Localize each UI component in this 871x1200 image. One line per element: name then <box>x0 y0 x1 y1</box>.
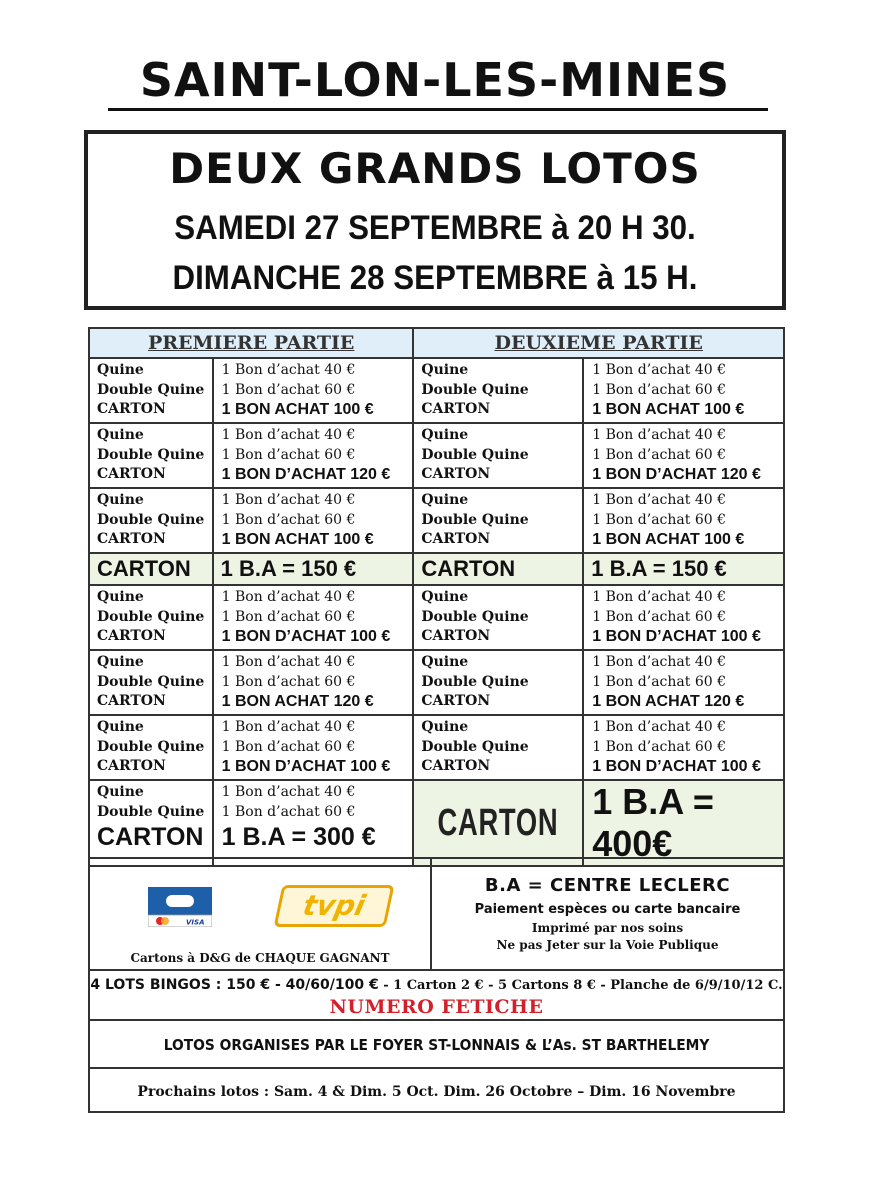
payment-methods-text: Paiement espèces ou carte bancaire <box>474 902 741 917</box>
date-saturday: SAMEDI 27 SEPTEMBRE à 20 H 30. <box>174 209 696 247</box>
bonus-prize-label: 1 B.A = 150 € <box>591 556 727 581</box>
prize-text: 1 Bon d’achat 40 € <box>592 654 726 670</box>
prize-text: 1 Bon d’achat 40 € <box>221 784 356 800</box>
next-lotos-row <box>89 1068 784 1112</box>
game-names-cell <box>413 423 583 488</box>
table-header-row <box>89 328 784 358</box>
prize-text: 1 BON ACHAT 100 € <box>592 531 745 548</box>
game-names-cell <box>413 358 583 423</box>
game-names-cell <box>89 423 213 488</box>
game-name: Double Quine <box>97 446 205 463</box>
prizes-cell <box>583 585 784 650</box>
bonus-game-cell <box>89 553 213 585</box>
bonus-prize-cell <box>213 553 414 585</box>
game-name: Quine <box>97 362 144 378</box>
cb-card-icon <box>148 887 212 927</box>
prize-text: 1 BON D’ACHAT 100 € <box>221 628 391 645</box>
game-name: Quine <box>421 427 469 443</box>
game-name: Quine <box>97 589 144 605</box>
game-name: Quine <box>97 784 144 800</box>
table-row <box>89 650 784 715</box>
prize-text: 1 Bon d’achat 40 € <box>592 492 726 508</box>
game-name: Quine <box>421 654 469 670</box>
prizes-cell <box>213 650 414 715</box>
prize-text: 1 BON D’ACHAT 100 € <box>592 758 761 775</box>
bonus-prize-cell <box>583 553 784 585</box>
game-name: Quine <box>97 719 144 735</box>
prize-text: 1 BON ACHAT 120 € <box>592 693 745 710</box>
bonus-game-label: CARTON <box>97 556 191 581</box>
prizes-cell <box>583 650 784 715</box>
prizes-cell <box>213 488 414 553</box>
final-right-game-cell <box>413 780 583 866</box>
prize-table <box>88 327 785 867</box>
prize-text: 1 Bon d’achat 60 € <box>221 673 356 690</box>
prize-text: 1 BON D’ACHAT 100 € <box>592 628 761 645</box>
part2-title: DEUXIEME PARTIE <box>494 332 703 354</box>
numero-fetiche: NUMERO FETICHE <box>329 996 544 1018</box>
bingo-row <box>89 970 784 1020</box>
prizes-cell <box>583 488 784 553</box>
prizes-cell <box>583 715 784 780</box>
prize-text: 1 BON ACHAT 100 € <box>221 531 374 548</box>
game-name: Double Quine <box>97 738 205 755</box>
prize-text: 1 Bon d’achat 40 € <box>221 362 356 378</box>
prizes-cell <box>213 715 414 780</box>
game-name: Double Quine <box>97 803 205 820</box>
game-name: CARTON <box>421 758 491 774</box>
bonus-prize-label: 1 B.A = 150 € <box>220 556 357 581</box>
bonus-row <box>89 553 784 585</box>
prize-text: 1 Bon d’achat 40 € <box>221 654 356 670</box>
bonus-game-label: CARTON <box>421 556 516 581</box>
prize-text: 1 Bon d’achat 60 € <box>592 511 726 528</box>
game-name: CARTON <box>421 466 491 482</box>
organizers-row <box>89 1020 784 1068</box>
game-name: Quine <box>421 719 469 735</box>
final-left-games-cell <box>89 780 213 866</box>
payment-logos-cell <box>89 858 431 970</box>
game-name: CARTON <box>97 466 166 482</box>
headline-box <box>84 130 786 310</box>
prize-text: 1 Bon d’achat 60 € <box>592 673 726 690</box>
prize-text: 1 BON ACHAT 100 € <box>592 401 745 418</box>
table-row <box>89 715 784 780</box>
info-table <box>88 857 785 1113</box>
prizes-cell <box>583 423 784 488</box>
game-name: CARTON <box>97 628 166 644</box>
game-name: Quine <box>97 492 144 508</box>
winner-note: Cartons à D&G de CHAQUE GAGNANT <box>130 951 390 965</box>
game-name: CARTON <box>97 401 166 417</box>
game-name: CARTON <box>421 401 491 417</box>
game-name: Quine <box>97 427 144 443</box>
svg-text:VISA: VISA <box>186 918 205 927</box>
table-row <box>89 488 784 553</box>
final-left-prizes-cell <box>213 780 414 866</box>
prize-text: 1 BON D’ACHAT 120 € <box>221 466 391 483</box>
prize-text: 1 Bon d’achat 40 € <box>592 589 726 605</box>
game-name: Double Quine <box>421 446 529 463</box>
prizes-cell <box>213 358 414 423</box>
prize-text: 1 Bon d’achat 60 € <box>592 608 726 625</box>
prize-text: 1 Bon d’achat 60 € <box>221 803 356 820</box>
prize-text: 1 Bon d’achat 60 € <box>592 446 726 463</box>
game-names-cell <box>89 585 213 650</box>
game-name: CARTON <box>421 531 491 547</box>
game-name: Quine <box>421 492 469 508</box>
prize-text: 1 Bon d’achat 60 € <box>221 608 356 625</box>
leclerc-cell <box>431 858 784 970</box>
prize-text: 1 Bon d’achat 40 € <box>592 719 726 735</box>
no-litter-text: Ne pas Jeter sur la Voie Publique <box>496 938 719 952</box>
game-names-cell <box>89 650 213 715</box>
bingo-details-text: - 1 Carton 2 € - 5 Cartons 8 € - Planche de 6/9/10/12 C. <box>378 978 783 993</box>
organizers-cell <box>89 1020 784 1068</box>
prize-text: 1 BON D’ACHAT 120 € <box>592 466 761 483</box>
game-name: Quine <box>421 362 469 378</box>
final-carton-label: CARTON <box>437 801 559 844</box>
prizes-cell <box>583 358 784 423</box>
table-row <box>89 423 784 488</box>
organizers-text: LOTOS ORGANISES PAR LE FOYER ST-LONNAIS & L’As. ST BARTHELEMY <box>163 1035 710 1054</box>
tvpi-logo <box>274 885 395 927</box>
ba-center-text: B.A = CENTRE LECLERC <box>484 875 731 896</box>
printed-text: Imprimé par nos soins <box>531 921 684 935</box>
next-lotos-text: Prochains lotos : Sam. 4 & Dim. 5 Oct. Dim. 26 Octobre – Dim. 16 Novembre <box>137 1083 736 1100</box>
payment-row <box>89 858 784 970</box>
table-row <box>89 358 784 423</box>
game-name: Quine <box>97 654 144 670</box>
game-names-cell <box>413 488 583 553</box>
prize-text: 1 B.A = 300 € <box>221 823 376 851</box>
prizes-cell <box>213 423 414 488</box>
game-name: CARTON <box>97 823 204 851</box>
prize-text: 1 Bon d’achat 60 € <box>221 446 356 463</box>
prize-text: 1 Bon d’achat 60 € <box>221 738 356 755</box>
part1-title: PREMIERE PARTIE <box>147 332 355 354</box>
game-names-cell <box>413 650 583 715</box>
prize-text: 1 BON ACHAT 120 € <box>221 693 374 710</box>
game-name: CARTON <box>421 628 491 644</box>
prize-text: 1 Bon d’achat 40 € <box>221 589 356 605</box>
prize-text: 1 Bon d’achat 60 € <box>592 381 726 398</box>
date-sunday: DIMANCHE 28 SEPTEMBRE à 15 H. <box>172 259 698 297</box>
prize-text: 1 Bon d’achat 60 € <box>592 738 726 755</box>
game-name: Double Quine <box>97 608 205 625</box>
game-names-cell <box>413 585 583 650</box>
game-names-cell <box>89 488 213 553</box>
prize-text: 1 BON ACHAT 100 € <box>221 401 374 418</box>
game-name: Double Quine <box>421 381 529 398</box>
bingo-cell <box>89 970 784 1020</box>
game-name: CARTON <box>97 758 166 774</box>
game-name: CARTON <box>421 693 491 709</box>
tvpi-logo-text: tvpi <box>299 889 369 922</box>
game-name: CARTON <box>97 531 166 547</box>
game-names-cell <box>413 715 583 780</box>
game-names-cell <box>89 358 213 423</box>
game-name: Double Quine <box>421 738 529 755</box>
prize-text: 1 Bon d’achat 40 € <box>221 492 356 508</box>
part2-header <box>413 328 784 358</box>
game-name: Quine <box>421 589 469 605</box>
headline-title: DEUX GRANDS LOTOS <box>169 144 701 193</box>
game-name: Double Quine <box>97 381 205 398</box>
game-names-cell <box>89 715 213 780</box>
town-underline <box>108 108 768 111</box>
final-row <box>89 780 784 866</box>
game-name: Double Quine <box>421 511 529 528</box>
game-name: Double Quine <box>97 511 205 528</box>
game-name: Double Quine <box>97 673 205 690</box>
prize-text: 1 Bon d’achat 40 € <box>221 719 356 735</box>
prize-text: 1 Bon d’achat 40 € <box>592 362 726 378</box>
prize-text: 1 Bon d’achat 40 € <box>592 427 726 443</box>
game-name: Double Quine <box>421 608 529 625</box>
final-right-prize-cell <box>583 780 784 866</box>
final-prize-label: 1 B.A = 400€ <box>592 781 714 864</box>
prize-text: 1 Bon d’achat 60 € <box>221 511 356 528</box>
prizes-cell <box>213 585 414 650</box>
prize-text: 1 Bon d’achat 60 € <box>221 381 356 398</box>
game-name: CARTON <box>97 693 166 709</box>
town-name: SAINT-LON-LES-MINES <box>139 53 731 107</box>
game-name: Double Quine <box>421 673 529 690</box>
part1-header <box>89 328 413 358</box>
bingo-line <box>90 977 783 993</box>
prize-text: 1 BON D’ACHAT 100 € <box>221 758 391 775</box>
bingo-main-text: 4 LOTS BINGOS : 150 € - 40/60/100 € <box>90 977 379 993</box>
bonus-game-cell <box>413 553 583 585</box>
table-row <box>89 585 784 650</box>
next-lotos-cell <box>89 1068 784 1112</box>
prize-text: 1 Bon d’achat 40 € <box>221 427 356 443</box>
